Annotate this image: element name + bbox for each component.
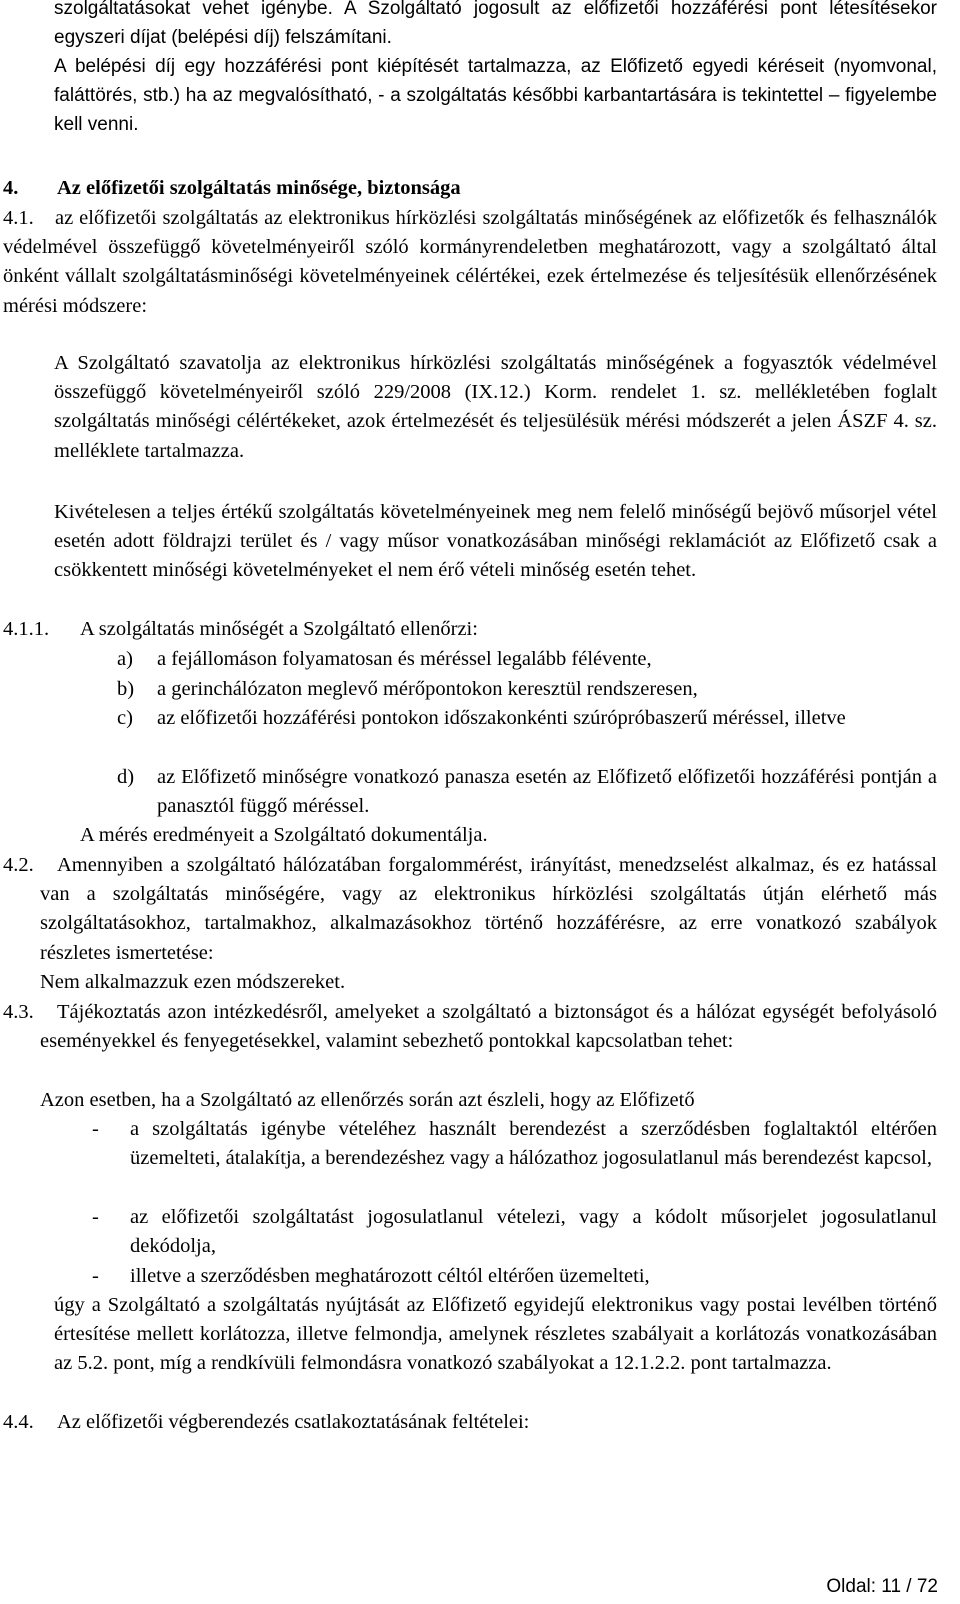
- list-b-text: a gerinchálózaton meglevő mérőpontokon keresztül rendszeresen,: [157, 678, 698, 700]
- p41-paragraph-3: Kivételesen a teljes értékű szolgáltatás követelményeinek meg nem felelő minőségű bejövő műsorjel vétel esetén adott földrajzi terület és / vagy műsor vonatkozásában minőségi reklamációt az Előfizető csak a csökkentett minőségi követelményeket el nem érő vételi minőség esetén tehet.: [54, 501, 937, 582]
- dash-bullet-2: -: [92, 1206, 99, 1228]
- intro-paragraph-2: A belépési díj egy hozzáférési pont kiépítését tartalmazza, az Előfizető egyedi kéréseit (nyomvonal, faláttörés, stb.) ha az megvalósítható, - a szolgáltatás későbbi karbantartására is tekintettel – figyelembe kell venni.: [54, 56, 937, 135]
- list-d-text: az Előfizető minőségre vonatkozó panasza esetén az Előfizető előfizetői hozzáférési pontján a panasztól függő méréssel.: [157, 766, 937, 818]
- page-number-footer: Oldal: 11 / 72: [826, 1576, 938, 1597]
- section-number: 4.: [3, 177, 19, 199]
- p42-text: Amennyiben a szolgáltató hálózatában forgalommérést, irányítást, menedzselést alkalmaz, és ez hatással van a szolgáltatás minőségére, vagy az elektronikus hírközlési szolgáltatás útján elérhető más szolgáltatásokhoz, tartalmakhoz, alkalmazásokhoz történő hozzáférésre, az erre vonatkozó szabályok részletes ismertetése:: [40, 854, 937, 964]
- p43-lead: Azon esetben, ha a Szolgáltató az ellenőrzés során azt észleli, hogy az Előfizető: [40, 1089, 695, 1111]
- p411-text: A szolgáltatás minőségét a Szolgáltató ellenőrzi:: [80, 618, 478, 640]
- p43-text: Tájékoztatás azon intézkedésről, amelyeket a szolgáltató a biztonságot és a hálózat egységét befolyásoló eseményekkel és fenyegetésekkel, valamint sebezhető pontokkal kapcsolatban tehet:: [40, 1001, 937, 1053]
- list-d-label: d): [117, 766, 135, 788]
- dash-item-1: a szolgáltatás igénybe vételéhez használt berendezést a szerződésben foglaltaktól eltérően üzemelteti, átalakítja, a berendezéshez vagy a hálózathoz jogosulatlanul más berendezést kapcsol,: [130, 1118, 937, 1170]
- section-title: Az előfizetői szolgáltatás minősége, biztonsága: [57, 177, 461, 199]
- p411-after: A mérés eredményeit a Szolgáltató dokumentálja.: [80, 824, 488, 846]
- p411-number: 4.1.1.: [3, 618, 50, 640]
- list-b-label: b): [117, 678, 135, 700]
- p43-number: 4.3.: [3, 1001, 34, 1023]
- list-a-text: a fejállomáson folyamatosan és méréssel legalább félévente,: [157, 648, 652, 670]
- p41-text: az előfizetői szolgáltatás az elektronikus hírközlési szolgáltatás minőségének az előfizetők és felhasználók védelmével összefüggő követelményeiről szóló kormányrendeletben meghatározott, vagy a szolgáltató által önként vállalt szolgáltatásminőségi követelményeinek célértékei, ezek értelmezése és teljesítésük ellenőrzésének mérési módszere:: [3, 207, 937, 317]
- p41-paragraph-2: A Szolgáltató szavatolja az elektronikus hírközlési szolgáltatás minőségének a fogyasztók védelmével összefüggő követelményeiről szóló 229/2008 (IX.12.) Korm. rendelet 1. sz. mellékletében foglalt szolgáltatás minőségi célértékeket, azok értelmezését és teljesülésük mérési módszerét a jelen ÁSZF 4. sz. melléklete tartalmazza.: [54, 352, 937, 462]
- list-c-text: az előfizetői hozzáférési pontokon időszakonkénti szúrópróbaszerű méréssel, illetve: [157, 707, 846, 729]
- dash-item-3: illetve a szerződésben meghatározott céltól eltérően üzemelteti,: [130, 1265, 650, 1287]
- list-c-label: c): [117, 707, 133, 729]
- p44-text: Az előfizetői végberendezés csatlakoztatásának feltételei:: [57, 1411, 530, 1433]
- dash-bullet-1: -: [92, 1118, 99, 1140]
- dash-bullet-3: -: [92, 1265, 99, 1287]
- p41-number: 4.1.: [3, 207, 34, 229]
- dash-item-2: az előfizetői szolgáltatást jogosulatlanul vételezi, vagy a kódolt műsorjelet jogosulatlanul dekódolja,: [130, 1206, 937, 1258]
- p42-number: 4.2.: [3, 854, 34, 876]
- p43-tail: úgy a Szolgáltató a szolgáltatás nyújtását az Előfizető egyidejű elektronikus vagy postai levélben történő értesítése mellett korlátozza, illetve felmondja, amelynek részletes szabályait a korlátozás vonatkozásában az 5.2. pont, míg a rendkívüli felmondásra vonatkozó szabályokat a 12.1.2.2. pont tartalmazza.: [54, 1294, 937, 1375]
- intro-paragraph-1: szolgáltatásokat vehet igénybe. A Szolgáltató jogosult az előfizetői hozzáférési pont létesítésekor egyszeri díjat (belépési díj) felszámítani.: [54, 0, 937, 48]
- list-a-label: a): [117, 648, 133, 670]
- p44-number: 4.4.: [3, 1411, 34, 1433]
- p42-after: Nem alkalmazzuk ezen módszereket.: [40, 971, 346, 993]
